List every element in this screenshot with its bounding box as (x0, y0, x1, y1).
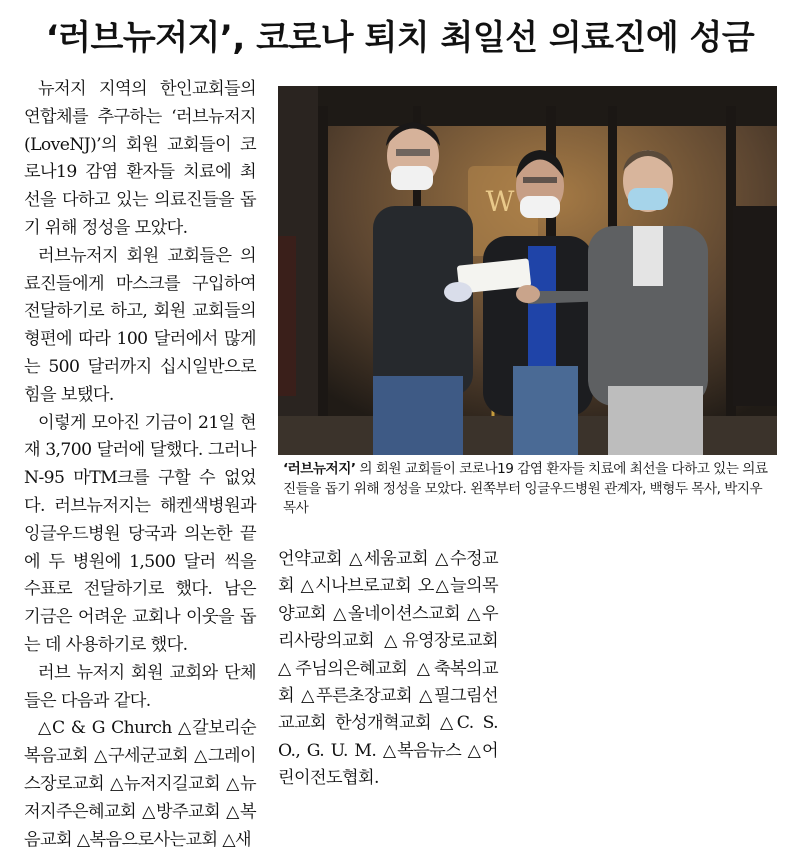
article-right-column (278, 546, 498, 793)
headline: ‘러브뉴저지’, 코로나 퇴치 최일선 의료진에 성금 (45, 18, 755, 58)
caption-quote: ‘러브뉴저지’ (283, 461, 356, 477)
article-continued: 언약교회 △세움교회 △수정교회 △시나브로교회 오△늘의목양교회 △올네이션스교회 △우리사랑의교회 △유영장로교회 △주님의은혜교회 △축복의교회 △푸른초장교회 △필그림선교교회 한성개혁교회 △C. S. O., G. U. M. △복음뉴스 △어린이전도협회. (278, 549, 498, 789)
article-paragraph: 이렇게 모아진 기금이 21일 현재 3,700 달러에 달했다. 그러나 N-95 마TM크를 구할 수 없었다. 러브뉴저지는 해켄색병원과 잉글우드병원 당국과 의논한 끝에 두 병원에 1,500 달러 씩을 수표로 전달하기로 했다. 남은 기금은 어려운 교회나 이웃을 돕는 데 사용하기로 했다. (24, 412, 256, 655)
caption-text: 의 회원 교회들이 코로나19 감염 환자들 치료에 최선을 다하고 있는 의료진들을 돕기 위해 정성을 모았다. 왼쪽부터 잉글우드병원 관계자, 백형두 목사, 박지우 목사 (283, 461, 768, 517)
article-paragraph: 러브뉴저지 회원 교회들은 의료진들에게 마스크를 구입하여 전달하기로 하고, 회원 교회들의 형편에 따라 100 달러에서 많게는 500 달러까지 십시일반으로 힘을 보탰다. (24, 245, 256, 405)
news-photo (278, 86, 777, 455)
article-paragraph: 러브 뉴저지 회원 교회와 단체들은 다음과 같다. (24, 662, 256, 711)
article-left-column (24, 76, 256, 854)
article-paragraph: △C & G Church △갈보리순복음교회 △구세군교회 △그레이스장로교회 △뉴저지길교회 △뉴저지주은혜교회 △방주교회 △복음교회 △복음으로사는교회 △새 (24, 718, 256, 850)
photo-caption (283, 460, 777, 519)
article-paragraph: 뉴저지 지역의 한인교회들의 연합체를 추구하는 ‘러브뉴저지(LoveNJ)’의 회원 교회들이 코로나19 감염 환자들 치료에 최선을 다하고 있는 의료진들을 돕기 위해 정성을 모았다. (24, 79, 256, 238)
photo-illustration (278, 86, 777, 455)
hotel-sign-text: W (485, 185, 515, 218)
